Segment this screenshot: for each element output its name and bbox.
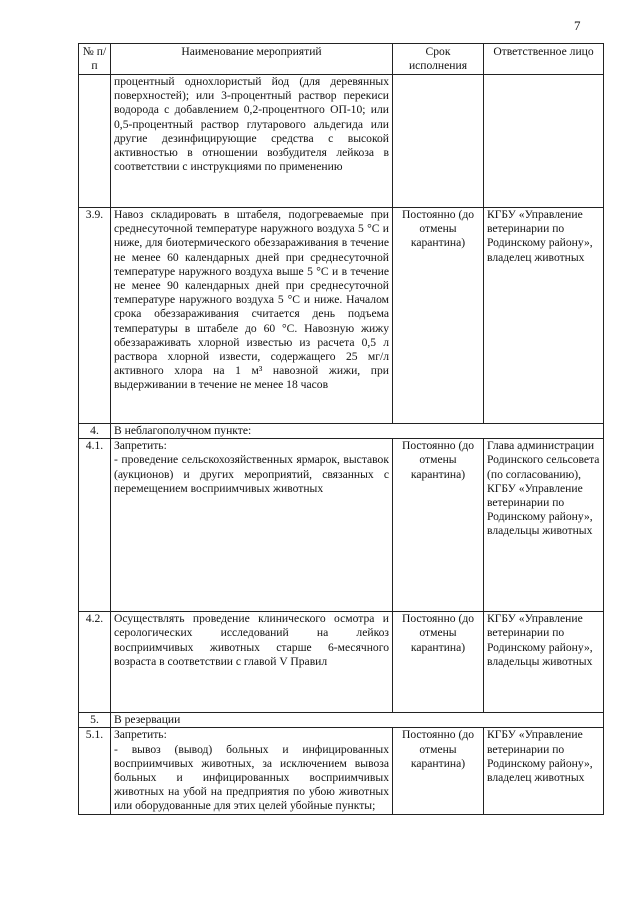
row-num — [79, 75, 111, 208]
row-term — [393, 75, 484, 208]
row-term: Постоянно (до отмены карантина) — [393, 728, 484, 814]
row-action-lead: Запретить: — [114, 728, 167, 742]
row-action: процентный однохлористый йод (для деревянных поверхностей); или 3-процентный раствор перекиси водорода с добавлением 0,2-процентного ОП-10; или 0,5-процентный раствор глутарового альдегида или другие дезинфицирующие средства с высокой активностью в отношении возбудителя лейкоза в соответствии с инструкциями по применению — [111, 75, 393, 208]
header-responsible: Ответственное лицо — [484, 44, 604, 75]
section-num: 5. — [79, 713, 111, 728]
header-term: Срок исполнения — [393, 44, 484, 75]
row-term: Постоянно (до отмены карантина) — [393, 439, 484, 612]
table-row — [79, 75, 604, 208]
row-num: 4.1. — [79, 439, 111, 612]
measures-table — [78, 43, 604, 815]
row-term: Постоянно (до отмены карантина) — [393, 612, 484, 713]
row-num: 5.1. — [79, 728, 111, 814]
table-row — [79, 208, 604, 424]
section-title: В неблагополучном пункте: — [111, 424, 604, 439]
table-row — [79, 612, 604, 713]
table-header-row — [79, 44, 604, 75]
row-action-lead: Запретить: — [114, 439, 167, 453]
section-row — [79, 424, 604, 439]
row-action — [111, 728, 393, 814]
row-action-item: - вывоз (вывод) больных и инфицированных восприимчивых животных, за исключением вывоза больных и инфицированных восприимчивых животных на убой на предприятия по убою животных или оборудованные для этих целей убойные пункты; — [114, 742, 389, 813]
section-num: 4. — [79, 424, 111, 439]
table-row — [79, 439, 604, 612]
row-action — [111, 439, 393, 612]
row-responsible: КГБУ «Управление ветеринарии по Родинскому району», владелец животных — [484, 728, 604, 814]
row-responsible: Глава администрации Родинского сельсовета (по согласованию), КГБУ «Управление ветеринарии по Родинскому району», владельцы животных — [484, 439, 604, 612]
row-action: Осуществлять проведение клинического осмотра и серологических исследований на лейкоз восприимчивых животных старше 6-месячного возраста в соответствии с главой V Правил — [111, 612, 393, 713]
row-num: 4.2. — [79, 612, 111, 713]
header-num: № п/п — [79, 44, 111, 75]
header-name: Наименование мероприятий — [111, 44, 393, 75]
row-responsible — [484, 75, 604, 208]
row-action: Навоз складировать в штабеля, подогреваемые при среднесуточной температуре наружного воздуха 5 °С и ниже, для биотермического обеззараживания в течение не менее 60 календарных дней при среднесуточной температуре наружного воздуха выше 5 °С и в течение не менее 90 календарных дней при среднесуточной температуре наружного воздуха 5 °С и ниже. Началом срока обеззараживания считается день подъема температуры в штабеле до 60 °С. Навозную жижу обеззараживать хлорной известью из расчета 0,5 л раствора хлорной извести, содержащего 25 мг/л активного хлора на 1 м³ навозной жижи, при выдерживании в течение не менее 18 часов — [111, 208, 393, 424]
row-responsible: КГБУ «Управление ветеринарии по Родинскому району», владелец животных — [484, 208, 604, 424]
table-row — [79, 728, 604, 814]
row-responsible: КГБУ «Управление ветеринарии по Родинскому району», владельцы животных — [484, 612, 604, 713]
row-term: Постоянно (до отмены карантина) — [393, 208, 484, 424]
section-row — [79, 713, 604, 728]
page-number: 7 — [574, 18, 581, 33]
section-title: В резервации — [111, 713, 604, 728]
row-num: 3.9. — [79, 208, 111, 424]
row-action-item: - проведение сельскохозяйственных ярмарок, выставок (аукционов) и других мероприятий, связанных с перемещением восприимчивых животных — [114, 453, 389, 495]
